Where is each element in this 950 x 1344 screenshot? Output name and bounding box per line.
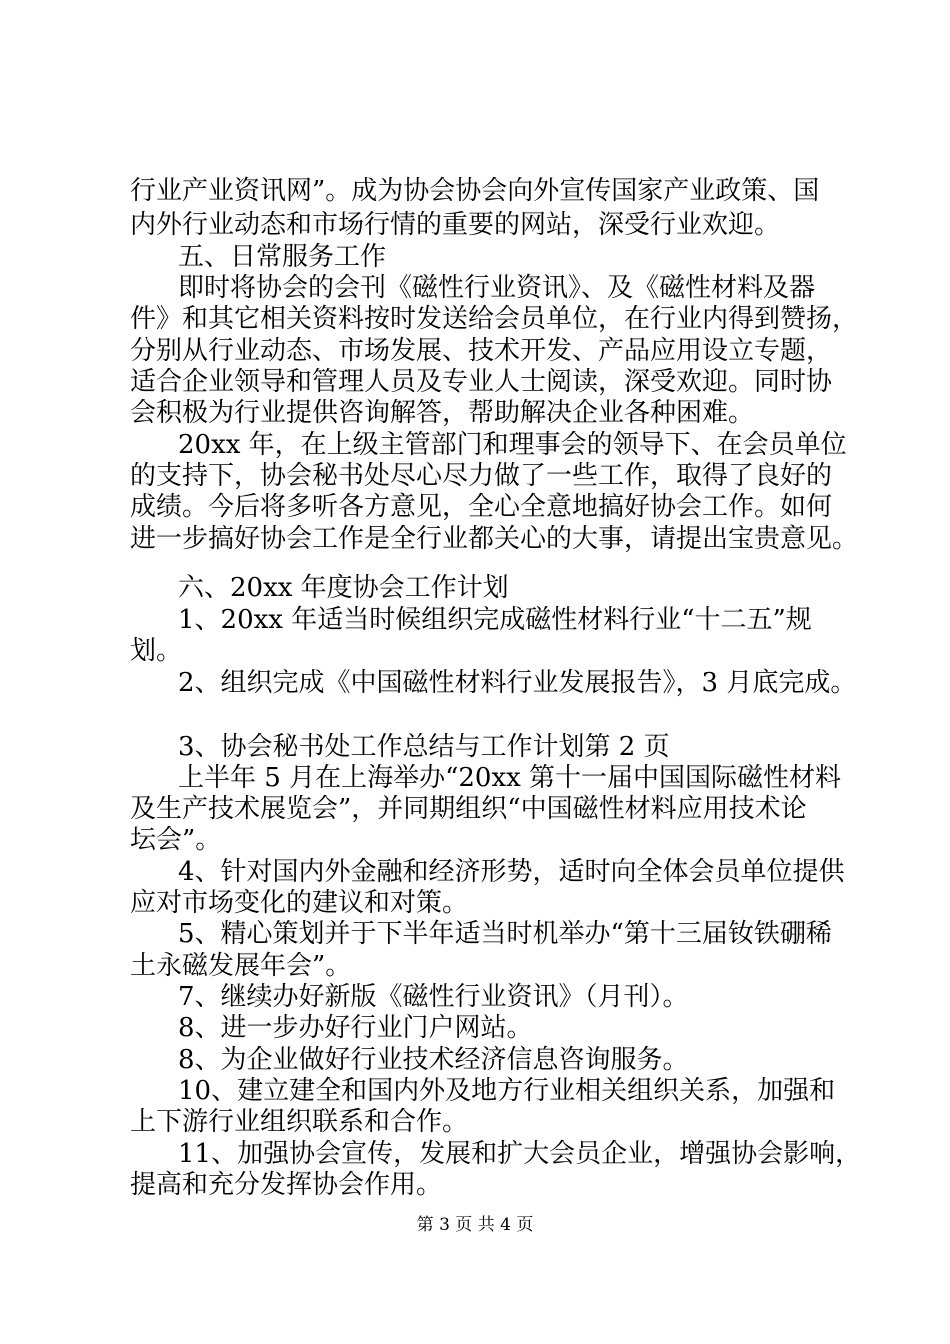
body-line: 上下游行业组织联系和合作。 xyxy=(130,1107,469,1137)
body-line: 适合企业领导和管理人员及专业人士阅读，深受欢迎。同时协 xyxy=(130,367,833,397)
list-item: 11、加强协会宣传，发展和扩大会员企业，增强协会影响， xyxy=(178,1139,862,1169)
body-line: 坛会”。 xyxy=(130,825,222,855)
body-line: 即时将协会的会刊《磁性行业资讯》、及《磁性材料及器 xyxy=(178,273,816,303)
list-item: 5、精心策划并于下半年适当时机举办“第十三届钕铁硼稀 xyxy=(178,919,832,949)
list-item: 8、为企业做好行业技术经济信息咨询服务。 xyxy=(178,1045,689,1075)
list-item: 10、建立建全和国内外及地方行业相关组织关系，加强和 xyxy=(178,1076,836,1106)
body-line: 及生产技术展览会”，并同期组织“中国磁性材料应用技术论 xyxy=(130,794,807,824)
body-line: 行业产业资讯网”。成为协会协会向外宣传国家产业政策、国 xyxy=(130,176,820,206)
body-line: 的支持下，协会秘书处尽心尽力做了一些工作，取得了良好的 xyxy=(130,461,833,491)
page-footer: 第 3 页 共 4 页 xyxy=(416,1215,534,1235)
body-line: 上半年 5 月在上海举办“20xx 第十一届中国国际磁性材料 xyxy=(178,763,842,793)
list-item: 1、20xx 年适当时候组织完成磁性材料行业“十二五”规 xyxy=(178,605,812,635)
body-line: 分别从行业动态、市场发展、技术开发、产品应用设立专题， xyxy=(130,336,833,366)
body-line: 应对市场变化的建议和对策。 xyxy=(130,888,469,918)
body-line: 提高和充分发挥协会作用。 xyxy=(130,1170,443,1200)
body-line: 20xx 年，在上级主管部门和理事会的领导下、在会员单位 xyxy=(178,430,847,460)
list-item: 划。 xyxy=(130,636,183,666)
body-line: 内外行业动态和市场行情的重要的网站，深受行业欢迎。 xyxy=(130,210,781,240)
body-line: 进一步搞好协会工作是全行业都关心的大事，请提出宝贵意见。 xyxy=(130,524,859,554)
body-line: 土永磁发展年会”。 xyxy=(130,951,352,981)
body-line: 成绩。今后将多听各方意见，全心全意地搞好协会工作。如何 xyxy=(130,492,833,522)
list-item: 7、继续办好新版《磁性行业资讯》（月刊）。 xyxy=(178,982,689,1012)
section-heading: 五、日常服务工作 xyxy=(178,242,387,272)
list-item: 8、进一步办好行业门户网站。 xyxy=(178,1013,533,1043)
list-item: 3、协会秘书处工作总结与工作计划第 2 页 xyxy=(178,732,670,762)
list-item: 2、组织完成《中国磁性材料行业发展报告》，3 月底完成。 xyxy=(178,668,857,698)
body-line: 件》和其它相关资料按时发送给会员单位，在行业内得到赞扬， xyxy=(130,304,859,334)
list-item: 4、针对国内外金融和经济形势，适时向全体会员单位提供 xyxy=(178,857,845,887)
section-heading: 六、20xx 年度协会工作计划 xyxy=(178,573,509,603)
body-line: 会积极为行业提供咨询解答，帮助解决企业各种困难。 xyxy=(130,398,755,428)
